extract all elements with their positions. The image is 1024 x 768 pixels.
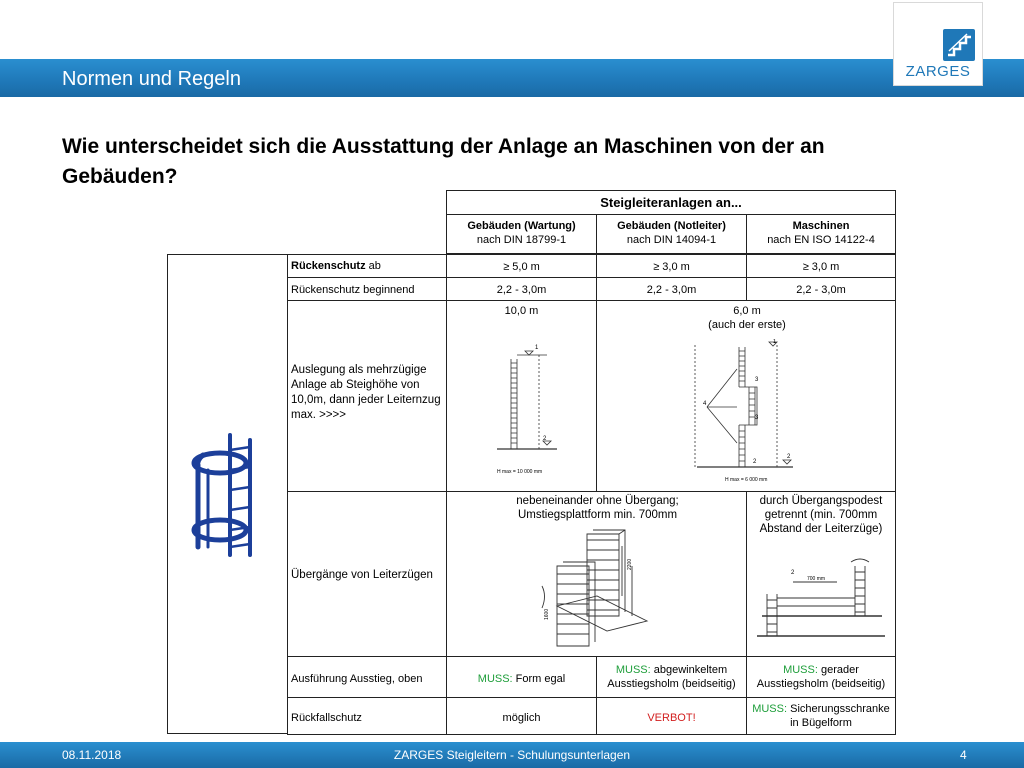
row-label-uebergaenge: Übergänge von Leiterzügen	[287, 491, 447, 657]
cell-ausstieg-notleiter: MUSS: abgewinkeltem Ausstiegsholm (beidseitig)	[596, 656, 747, 698]
svg-text:3: 3	[755, 377, 759, 383]
cell-rueckfallschutz-wartung: möglich	[446, 697, 597, 735]
cell-auslegung-wartung: 10,0 m 1 2 H max = 10 000 mm	[446, 300, 597, 492]
svg-text:1: 1	[535, 345, 539, 351]
row-label-auslegung: Auslegung als mehrzügige Anlage ab Steighöhe von 10,0m, dann jeder Leiternzug max. >>>>	[287, 300, 447, 492]
footer-title: ZARGES Steigleitern - Schulungsunterlagen	[393, 748, 631, 762]
cell-rueckenschutz-ab-wartung: ≥ 5,0 m	[446, 254, 597, 278]
logo-text: ZARGES	[905, 63, 971, 80]
cell-rueckenschutz-beginnend-wartung: 2,2 - 3,0m	[446, 277, 597, 301]
column-header-maschinen: Maschinen nach EN ISO 14122-4	[746, 214, 896, 254]
cell-rueckfallschutz-notleiter: VERBOT!	[596, 697, 747, 735]
svg-text:2: 2	[791, 570, 795, 576]
stairs-icon	[943, 29, 975, 61]
cell-rueckenschutz-ab-maschinen: ≥ 3,0 m	[746, 254, 896, 278]
section-title: Normen und Regeln	[62, 68, 241, 90]
side-by-side-ladders-drawing	[447, 526, 746, 656]
ladder-cage-drawing	[168, 255, 287, 733]
row-label-ausstieg: Ausführung Ausstieg, oben	[287, 656, 447, 698]
cell-ausstieg-wartung: MUSS: Form egal	[446, 656, 597, 698]
svg-text:4: 4	[703, 401, 707, 407]
platform-transition-drawing	[747, 554, 895, 654]
cell-rueckenschutz-ab-notleiter: ≥ 3,0 m	[596, 254, 747, 278]
drawing-1-caption: H max = 10 000 mm	[497, 469, 543, 475]
footer-bar	[0, 742, 1024, 768]
single-ladder-drawing	[447, 323, 596, 488]
multi-ladder-drawing	[597, 339, 895, 489]
row-label-rueckenschutz-ab: Rückenschutz ab	[287, 254, 447, 278]
page-heading: Wie unterscheidet sich die Ausstattung der Anlage an Maschinen von der an Gebäuden?	[62, 135, 825, 188]
cell-uebergaenge-maschinen: durch Übergangspodest getrennt (min. 700mm Abstand der Leiterzüge) 700 mm 2	[746, 491, 896, 657]
row-label-rueckfallschutz: Rückfallschutz	[287, 697, 447, 735]
svg-text:2: 2	[787, 454, 791, 460]
cell-ausstieg-maschinen: MUSS: gerader Ausstiegsholm (beidseitig)	[746, 656, 896, 698]
table-main-header: Steigleiteranlagen an...	[446, 190, 896, 215]
cell-rueckenschutz-beginnend-maschinen: 2,2 - 3,0m	[746, 277, 896, 301]
row-label-rueckenschutz-beginnend: Rückenschutz beginnend	[287, 277, 447, 301]
header-bar	[0, 59, 1024, 97]
cell-auslegung-notleiter-maschinen: 6,0 m (auch der erste) 1 3 3 4 2 2 H max = 6 000 mm	[596, 300, 896, 492]
cell-rueckfallschutz-maschinen: MUSS: Sicherungsschranke in Bügelform	[746, 697, 896, 735]
page-number: 4	[960, 748, 967, 762]
svg-text:1600: 1600	[544, 608, 550, 620]
platform-dimension: 700 mm	[807, 576, 826, 582]
column-header-wartung: Gebäuden (Wartung) nach DIN 18799-1	[446, 214, 597, 254]
svg-text:1: 1	[773, 339, 777, 345]
svg-text:2: 2	[543, 436, 547, 442]
svg-text:2200: 2200	[627, 558, 633, 570]
ladder-image-cell	[167, 254, 288, 734]
svg-text:3: 3	[755, 415, 759, 421]
cell-rueckenschutz-beginnend-notleiter: 2,2 - 3,0m	[596, 277, 747, 301]
drawing-2-caption: H max = 6 000 mm	[725, 477, 768, 483]
column-header-notleiter: Gebäuden (Notleiter) nach DIN 14094-1	[596, 214, 747, 254]
cell-uebergaenge-gebaeude: nebeneinander ohne Übergang; Umstiegsplattform min. 700mm 2200 1600	[446, 491, 747, 657]
footer-date: 08.11.2018	[62, 748, 122, 762]
svg-text:2: 2	[753, 459, 757, 465]
